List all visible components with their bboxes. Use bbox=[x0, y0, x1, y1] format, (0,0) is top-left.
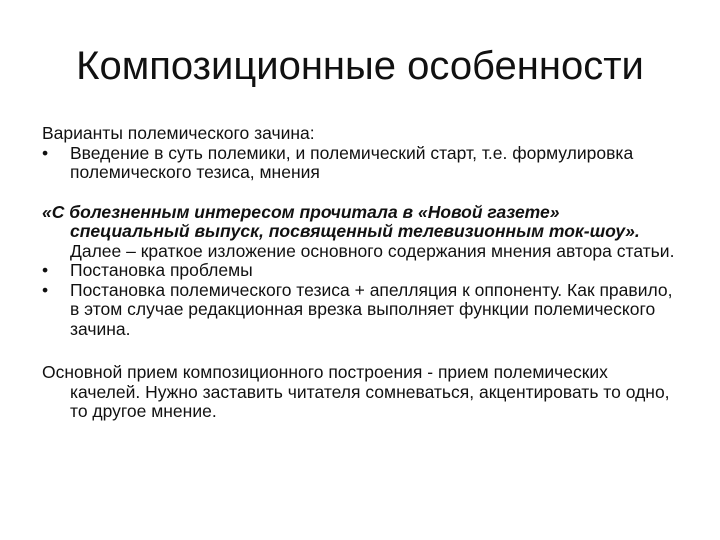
intro-text: Варианты полемического зачина: bbox=[42, 123, 315, 143]
slide-body bbox=[42, 124, 682, 422]
example-quote: «С болезненным интересом прочитала в «Новой газете» специальный выпуск, посвященный телевизионным ток-шоу». bbox=[42, 201, 640, 241]
bullet-marker: • bbox=[42, 279, 49, 300]
bullet-text: Введение в суть полемики, и полемический старт, т.е. формулировка полемического тезиса, мнения bbox=[70, 142, 634, 182]
conclusion-text: Основной прием композиционного построения - прием полемических качелей. Нужно заставить читателя сомневаться, акцентировать то одно, то другое мнение. bbox=[42, 362, 670, 421]
example-paragraph bbox=[42, 203, 682, 262]
bullet-item-problem bbox=[42, 261, 682, 281]
bullet-text: Постановка проблемы bbox=[70, 260, 253, 280]
bullet-item-thesis bbox=[42, 281, 682, 340]
slide-title: Композиционные особенности bbox=[76, 44, 644, 88]
bullet-marker: • bbox=[42, 142, 49, 163]
example-continuation: Далее – краткое изложение основного содержания мнения автора статьи. bbox=[70, 240, 675, 261]
bullet-marker: • bbox=[42, 260, 49, 280]
bullet-item-introduction bbox=[42, 144, 682, 183]
bullet-text: Постановка полемического тезиса + апелляция к оппоненту. Как правило, в этом случае редакционная врезка выполняет функции полемического зачина. bbox=[70, 279, 673, 339]
